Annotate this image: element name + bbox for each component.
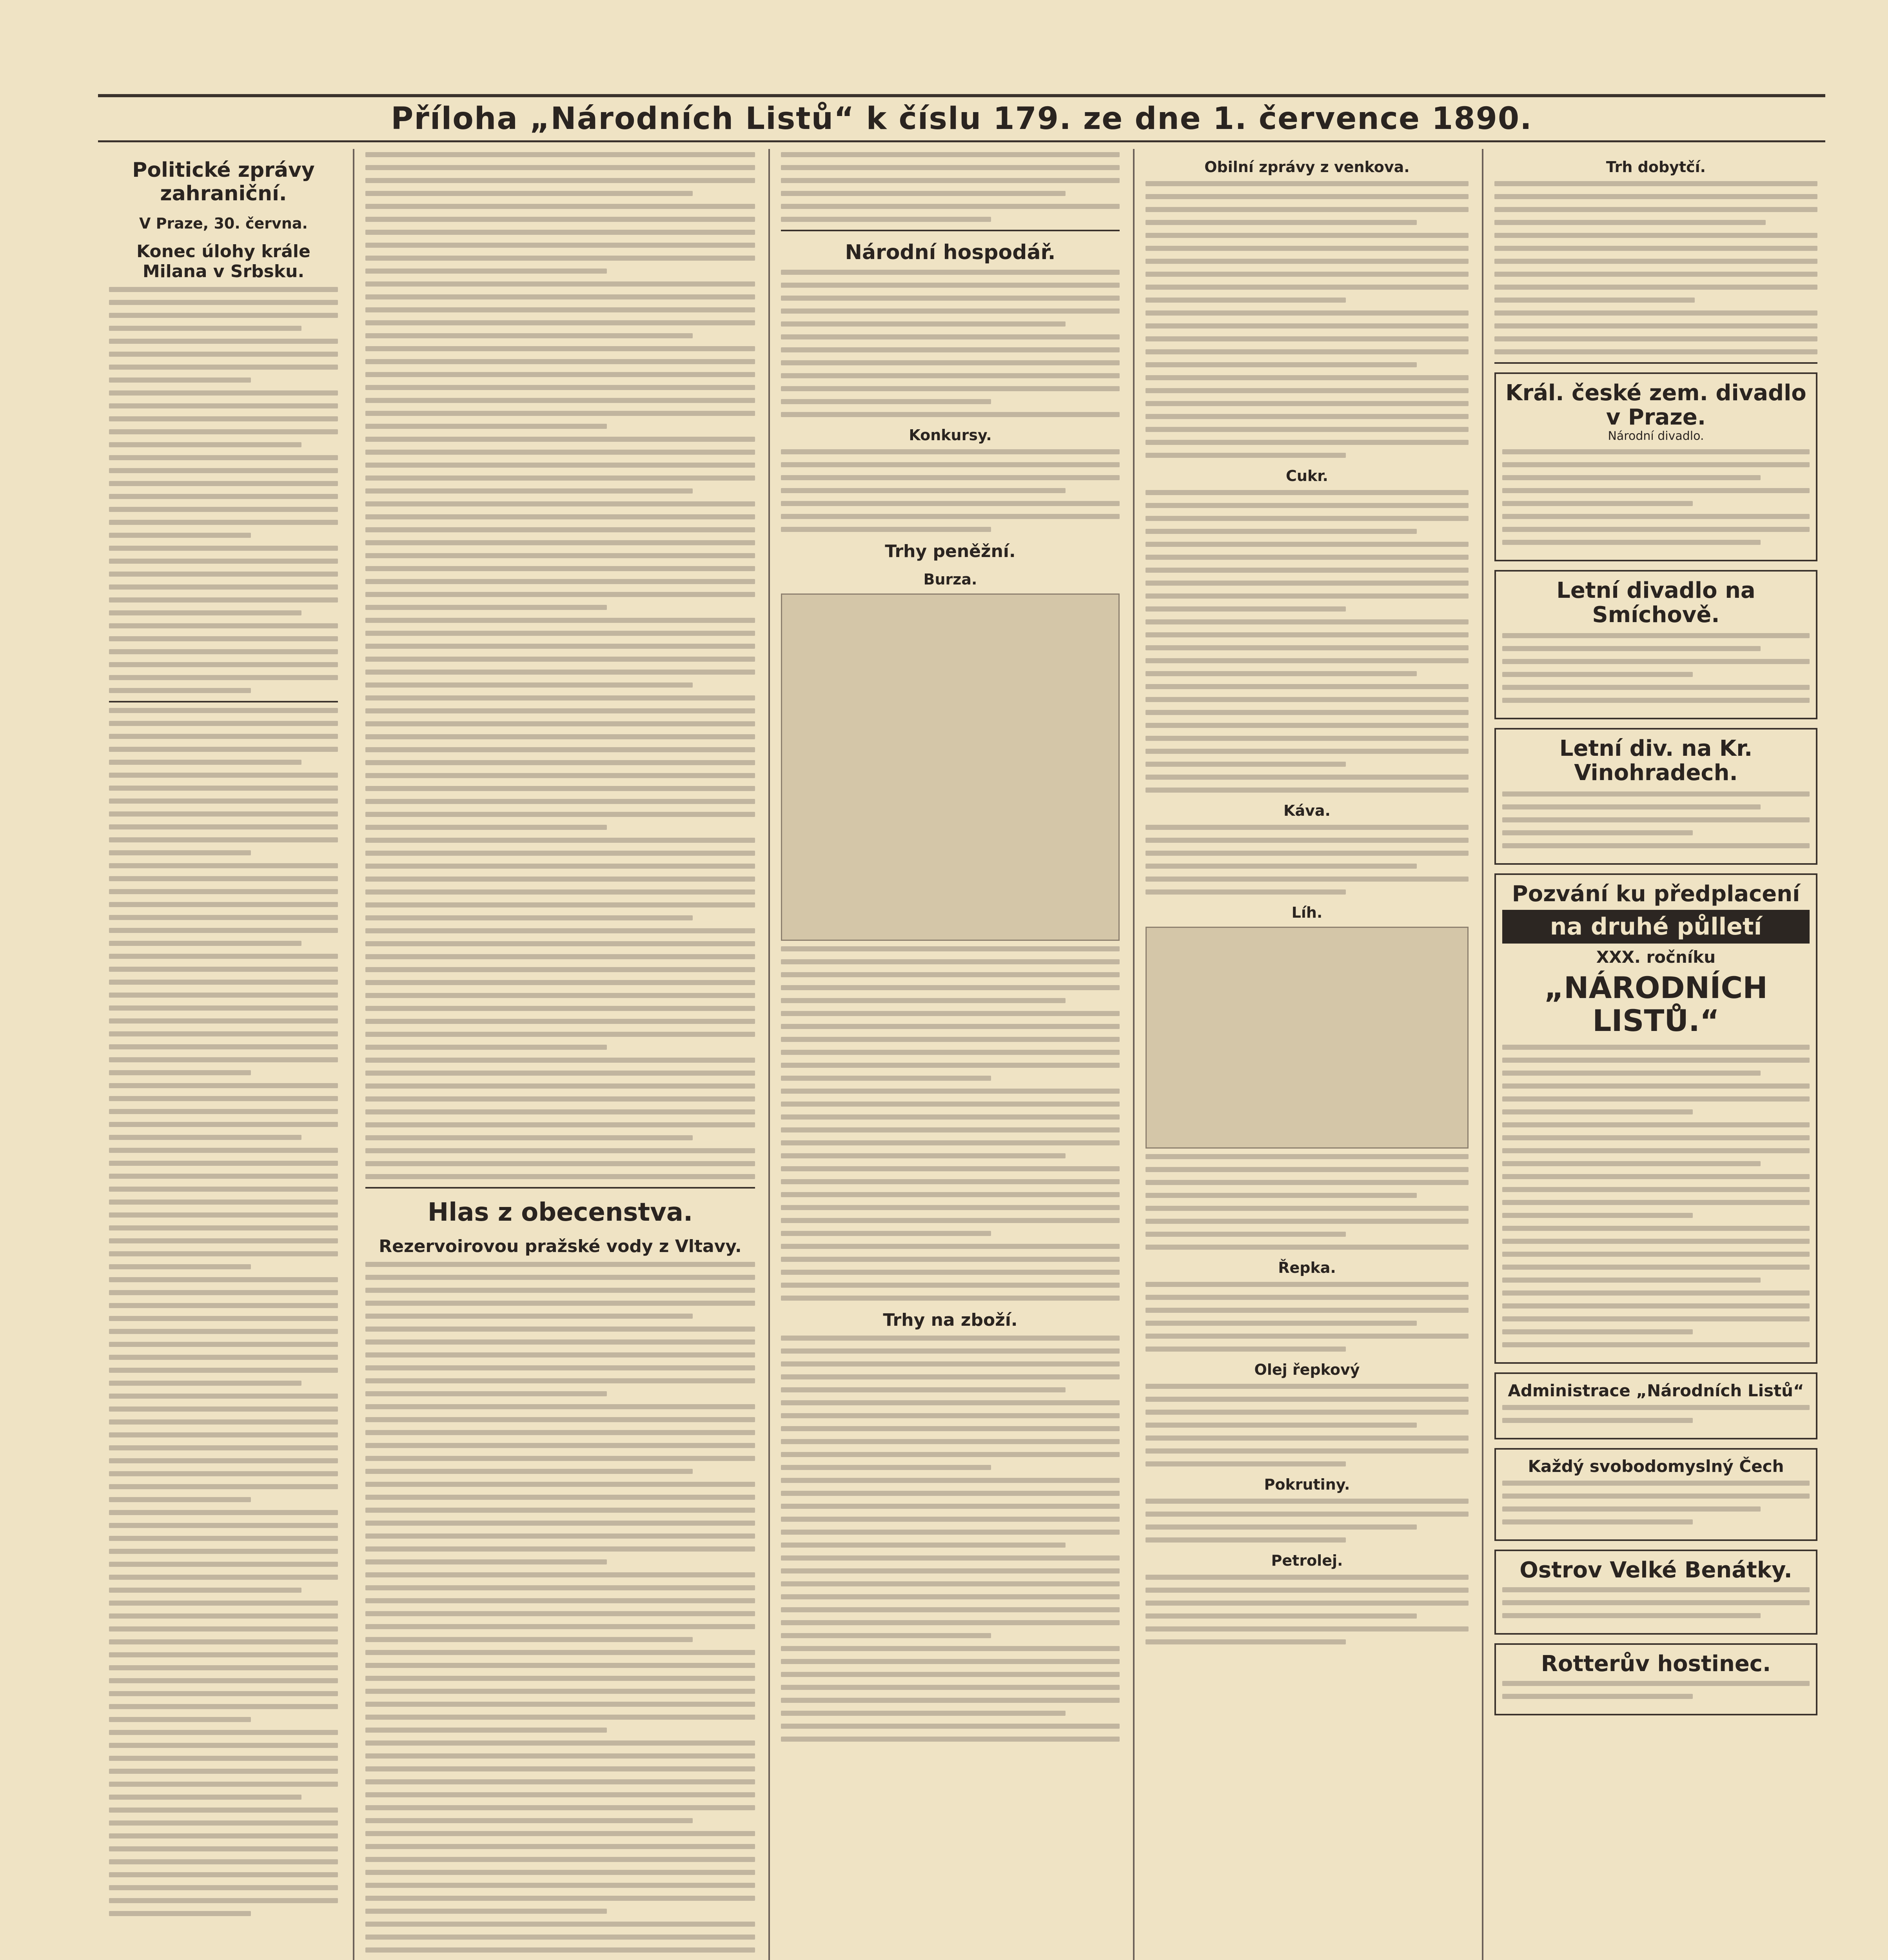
dateline: V Praze, 30. června. [139,215,308,232]
article-body [1146,1384,1469,1466]
column-announcements [1482,149,1828,1960]
article-body [1146,825,1469,895]
article-body [1146,1154,1469,1250]
column-politics [98,149,349,1960]
subsection-heading: Burza. [923,571,977,588]
subsection-heading: Pokrutiny. [1264,1476,1350,1493]
section-heading: Trhy peněžní. [885,541,1016,561]
article-body [1146,1499,1469,1543]
article-body [781,152,1120,222]
subsection-heading: Petrolej. [1271,1552,1343,1569]
article-body [1146,1282,1469,1352]
subsection-heading: Cukr. [1286,467,1328,485]
theatre-notice: Král. české zem. divadlo v Praze. Národní divadlo. [1494,372,1817,561]
advertisement: Každý svobodomyslný Čech [1494,1448,1817,1541]
subsection-heading: Líh. [1291,904,1323,921]
column-news [353,149,766,1960]
theatre-notice: Letní divadlo na Smíchově. [1494,570,1817,719]
section-heading: Obilní zprávy z venkova. [1204,158,1410,176]
section-heading: Trh dobytčí. [1606,158,1706,176]
article-body [1494,181,1817,354]
theatre-notice: Letní div. na Kr. Vinohradech. [1494,728,1817,864]
article-body [781,449,1120,532]
section-heading: Politické zprávy zahraniční. [132,158,315,205]
section-heading: Trhy na zboží. [883,1310,1018,1330]
article-title: Konec úlohy krále Milana v Srbsku. [136,241,310,281]
subsection-heading: Konkursy. [909,426,992,444]
section-heading: Národní hospodář. [845,241,1056,264]
article-body [1146,181,1469,458]
advertisement: Ostrov Velké Benátky. [1494,1550,1817,1635]
article-body [781,270,1120,417]
exchange-table [781,593,1120,941]
administration-notice: Administrace „Národních Listů“ [1494,1372,1817,1439]
subscription-invitation: Pozvání ku předplacení na druhé půlletí XXX. ročníku „NÁRODNÍCH LISTŮ.“ [1494,873,1817,1364]
article-body [365,1262,755,1960]
section-heading: Hlas z obecenstva. [427,1198,693,1227]
subsection-heading: Káva. [1283,802,1331,819]
article-body [1146,1575,1469,1644]
column-economy [768,149,1131,1960]
advertisement: Rotterův hostinec. [1494,1643,1817,1715]
subsection-heading: Olej řepkový [1254,1361,1360,1378]
article-body [1146,490,1469,793]
article-body [781,946,1120,1301]
column-markets [1133,149,1480,1960]
article-title: Rezervoirovou pražské vody z Vltavy. [379,1236,742,1256]
article-body [109,708,338,1916]
article-body [365,152,755,1179]
article-body [109,287,338,693]
article-body [781,1336,1120,1742]
spirit-price-table [1146,927,1469,1149]
subsection-heading: Řepka. [1278,1259,1336,1276]
masthead: Příloha „Národních Listů“ k číslu 179. ze dne 1. července 1890. [98,94,1825,142]
